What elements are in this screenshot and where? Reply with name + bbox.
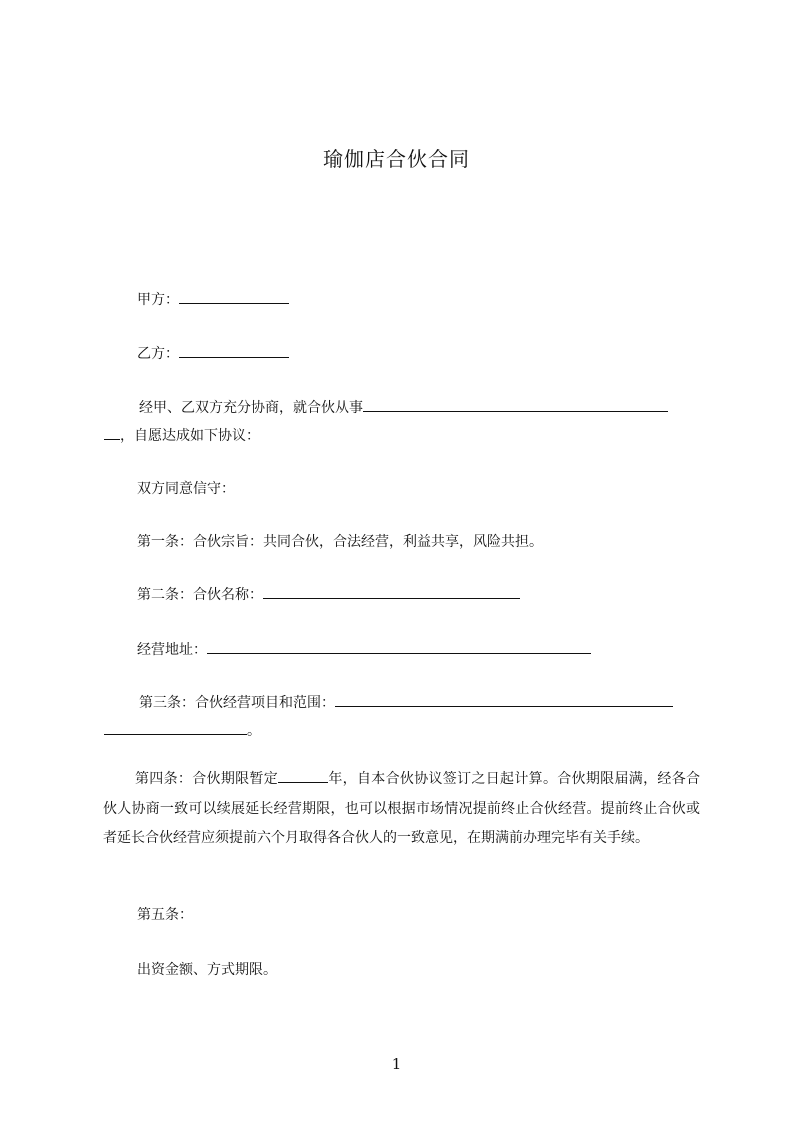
address-line	[137, 640, 591, 660]
page-number: 1	[391, 1055, 402, 1073]
intro-line-2	[104, 426, 260, 446]
document-title: 瑜伽店合伙合同	[323, 147, 470, 171]
address-blank[interactable]	[207, 640, 591, 654]
article-4-text: 年，自本合伙协议签订之日起计算。合伙期限届满，经各合伙人协商一致可以续展延长经营期限，也可以根据市场情况提前终止合伙经营。提前终止合伙或者延长合伙经营应须提前六个月取得各合伙人的一致意见，在期满前办理完毕有关手续。	[103, 771, 701, 846]
address-label: 经营地址：	[137, 642, 207, 658]
article-1: 第一条：合伙宗旨：共同合伙，合法经营，利益共享，风险共担。	[137, 534, 543, 550]
party-a-line	[137, 290, 289, 310]
term-years-blank[interactable]	[278, 769, 328, 783]
article-2-label: 第二条：合伙名称：	[137, 587, 263, 603]
business-blank-cont[interactable]	[104, 426, 120, 440]
scope-blank-cont[interactable]	[104, 721, 247, 735]
party-b-blank[interactable]	[179, 344, 289, 358]
party-a-label: 甲方：	[137, 292, 179, 308]
party-b-label: 乙方：	[137, 346, 179, 362]
partnership-name-blank[interactable]	[263, 585, 520, 599]
party-a-blank[interactable]	[179, 290, 289, 304]
capital-line: 出资金额、方式期限。	[137, 962, 277, 978]
intro-prefix: 经甲、乙双方充分协商，就合伙从事	[139, 400, 363, 416]
intro-line-1	[139, 398, 668, 418]
intro-suffix: ，自愿达成如下协议：	[120, 428, 260, 444]
article-5-label: 第五条：	[137, 907, 193, 923]
business-blank[interactable]	[363, 398, 668, 412]
article-2-line	[137, 585, 520, 605]
agree-line: 双方同意信守：	[137, 481, 235, 497]
article-3-end: 。	[247, 723, 261, 739]
article-3-label: 第三条：合伙经营项目和范围：	[139, 695, 335, 711]
article-4-prefix: 第四条：合伙期限暂定	[135, 771, 279, 787]
article-3-line-1	[139, 693, 673, 713]
scope-blank[interactable]	[335, 693, 673, 707]
article-3-line-2	[104, 721, 261, 741]
article-4	[103, 765, 700, 854]
party-b-line	[137, 344, 289, 364]
